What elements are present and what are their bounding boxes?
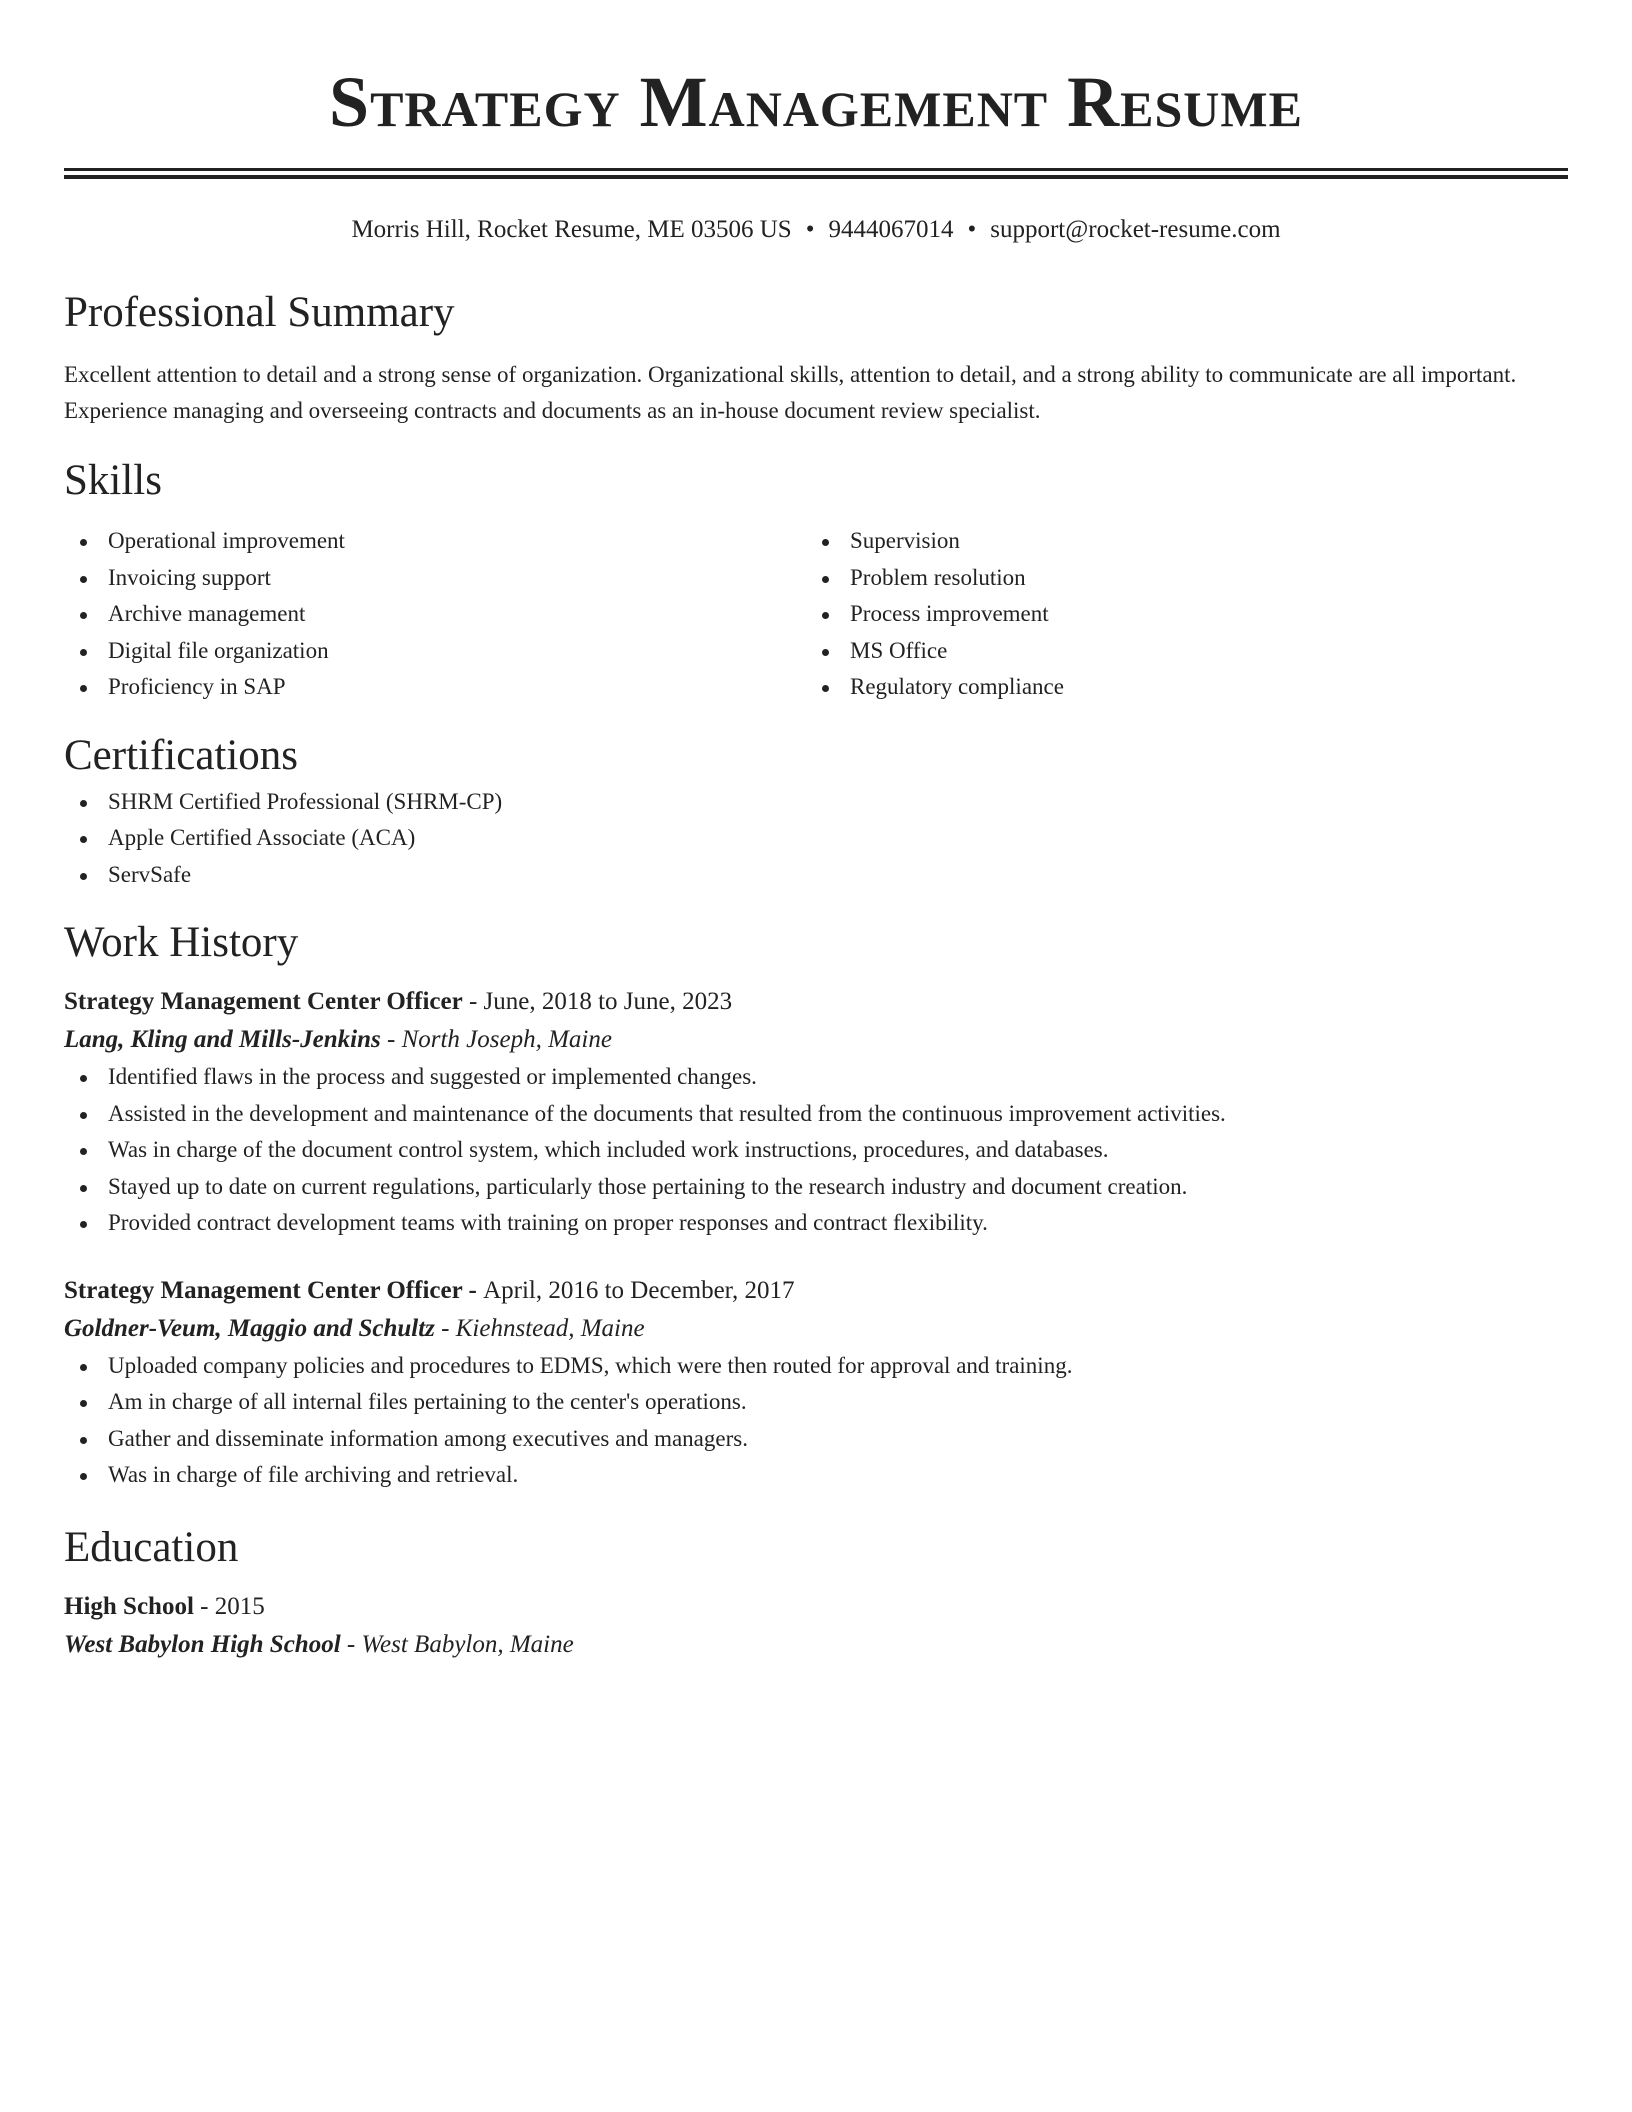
job-company-line <box>64 1310 1568 1348</box>
education-degree-line <box>64 1588 1568 1626</box>
job-duty-item: Stayed up to date on current regulations, particularly those pertaining to the research industry and document creation. <box>64 1169 1568 1206</box>
skills-list-right <box>806 523 1548 706</box>
job-title-line <box>64 983 1568 1021</box>
skills-list-left <box>64 523 806 706</box>
job-title: Strategy Management Center Officer <box>64 1276 463 1304</box>
contact-address: Morris Hill, Rocket Resume, ME 03506 US <box>351 216 792 243</box>
skills-grid <box>64 523 1568 706</box>
job-company: Lang, Kling and Mills-Jenkins <box>64 1026 381 1053</box>
job-location: - Kiehnstead, Maine <box>434 1314 645 1342</box>
skill-item: Proficiency in SAP <box>64 669 806 706</box>
job-duty-item: Gather and disseminate information among executives and managers. <box>64 1421 1568 1458</box>
contact-phone: 9444067014 <box>828 216 954 243</box>
certification-item: SHRM Certified Professional (SHRM-CP) <box>64 784 1568 821</box>
summary-heading: Professional Summary <box>64 289 455 336</box>
skills-column-left <box>64 523 806 706</box>
job-duties-list <box>64 1059 1568 1242</box>
job-entry <box>64 983 1568 1242</box>
certification-item: ServSafe <box>64 857 1568 894</box>
job-dates-separator: - <box>462 1276 484 1304</box>
skill-item: Operational improvement <box>64 523 806 560</box>
skill-item: Archive management <box>64 596 806 633</box>
job-duty-item: Assisted in the development and maintenance of the documents that resulted from the continuous improvement activities. <box>64 1096 1568 1133</box>
job-dates: April, 2016 to December, 2017 <box>483 1276 795 1304</box>
education-heading: Education <box>64 1523 239 1571</box>
certification-item: Apple Certified Associate (ACA) <box>64 820 1568 857</box>
job-duty-item: Provided contract development teams with training on proper responses and contract flexibility. <box>64 1205 1568 1242</box>
skill-item: MS Office <box>806 633 1548 670</box>
skills-heading: Skills <box>64 457 162 504</box>
skill-item: Supervision <box>806 523 1548 560</box>
education-school-line <box>64 1626 1568 1664</box>
contact-separator: • <box>967 216 977 243</box>
job-duties-list <box>64 1348 1568 1494</box>
job-duty-item: Uploaded company policies and procedures to EDMS, which were then routed for approval and training. <box>64 1348 1568 1385</box>
summary-text: Excellent attention to detail and a strong sense of organization. Organizational skills, attention to detail, and a strong ability to communicate are all important. Experience managing and overseeing contracts and documents as an in-house document review specialist. <box>64 362 1517 423</box>
job-duty-item: Identified flaws in the process and suggested or implemented changes. <box>64 1059 1568 1096</box>
certifications-heading: Certifications <box>64 731 299 779</box>
job-title: Strategy Management Center Officer <box>64 988 463 1015</box>
education-location: - West Babylon, Maine <box>340 1630 574 1658</box>
job-entry <box>64 1272 1568 1494</box>
job-duty-item: Am in charge of all internal files pertaining to the center's operations. <box>64 1384 1568 1421</box>
skill-item: Problem resolution <box>806 560 1548 597</box>
job-duty-item: Was in charge of the document control system, which included work instructions, procedures, and databases. <box>64 1132 1568 1169</box>
education-degree: High School <box>64 1592 194 1620</box>
education-year: - 2015 <box>193 1592 265 1620</box>
certifications-list <box>64 784 1568 894</box>
work-history-heading: Work History <box>64 919 299 966</box>
skill-item: Digital file organization <box>64 633 806 670</box>
skills-column-right <box>806 523 1548 706</box>
job-company-line <box>64 1021 1568 1059</box>
contact-separator: • <box>805 216 815 243</box>
job-company: Goldner-Veum, Maggio and Schultz <box>64 1314 435 1342</box>
job-title-line <box>64 1272 1568 1310</box>
skill-item: Invoicing support <box>64 560 806 597</box>
education-school: West Babylon High School <box>64 1630 341 1658</box>
contact-line <box>64 213 1568 247</box>
job-location: - North Joseph, Maine <box>380 1026 612 1053</box>
title-divider <box>64 168 1568 179</box>
contact-email: support@rocket-resume.com <box>990 216 1281 243</box>
page-title: Strategy Management Resume <box>329 62 1303 142</box>
skill-item: Regulatory compliance <box>806 669 1548 706</box>
job-duty-item: Was in charge of file archiving and retrieval. <box>64 1457 1568 1494</box>
job-dates: - June, 2018 to June, 2023 <box>462 988 733 1015</box>
skill-item: Process improvement <box>806 596 1548 633</box>
